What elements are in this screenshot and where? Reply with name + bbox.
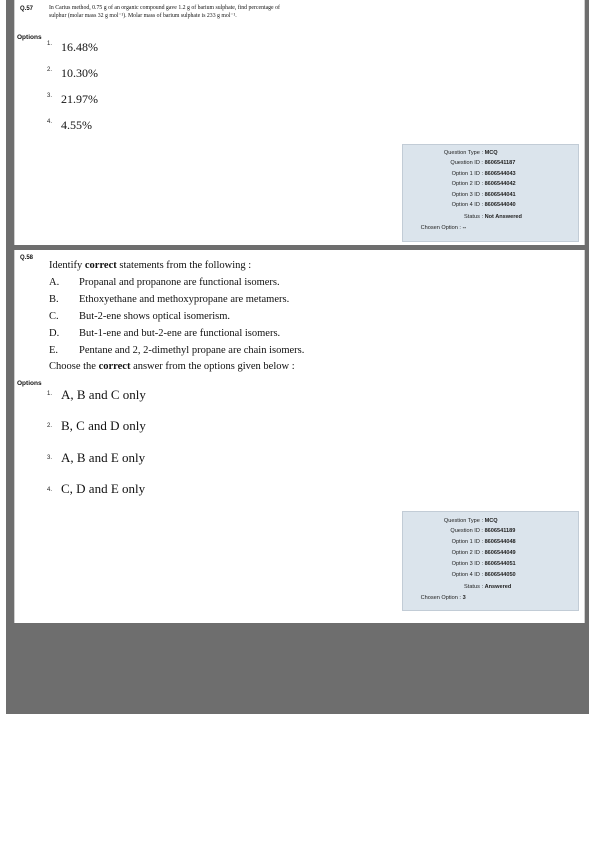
question-type-label: Question Type : (443, 518, 483, 524)
option2-id-value: 8606544042 (484, 181, 516, 187)
option-text: B, C and D only (61, 418, 146, 433)
option3-id-value: 8606544051 (484, 561, 516, 567)
status-label: Status : (464, 214, 483, 220)
option1-id-value: 8606544043 (484, 171, 516, 177)
question-info-box (402, 511, 579, 611)
statement-d (49, 328, 280, 339)
statement-letter: A. (49, 277, 60, 288)
choose-instruction (49, 361, 295, 372)
chosen-option-label: Chosen Option : (420, 595, 461, 601)
option-number: 4. (47, 487, 53, 493)
option-text: 21.97% (61, 92, 98, 106)
options-label: Options (17, 34, 42, 41)
question-type-label: Question Type : (443, 150, 483, 156)
option4-id-value: 8606544040 (484, 202, 516, 208)
question-id-label: Question ID : (450, 528, 483, 534)
question-id-value: 8606541189 (484, 528, 516, 534)
option3-id-value: 8606544041 (484, 192, 516, 198)
choose-text: Choose the (49, 361, 99, 372)
option-text: 4.55% (61, 118, 92, 132)
statement-c (49, 311, 230, 322)
statement-a (49, 277, 280, 288)
option-text: 10.30% (61, 66, 98, 80)
status-label: Status : (464, 584, 483, 590)
intro-text: Identify (49, 260, 85, 271)
statement-letter: B. (49, 294, 59, 305)
statement-text: But-2-ene shows optical isomerism. (79, 311, 231, 322)
statement-text: But-1-ene and but-2-ene are functional isomers. (79, 328, 281, 339)
option-number: 1. (47, 391, 53, 397)
question-panel-57 (14, 0, 585, 245)
option3-id-label: Option 3 ID : (451, 561, 483, 567)
question-type-value: MCQ (484, 150, 498, 156)
chosen-option-label: Chosen Option : (420, 225, 461, 231)
question-id-value: 8606541187 (484, 160, 516, 166)
options-label: Options (17, 380, 42, 387)
question-panel-58 (14, 250, 585, 623)
option3-id-label: Option 3 ID : (451, 192, 483, 198)
chosen-option-value: -- (462, 225, 467, 231)
option-number: 1. (47, 41, 53, 47)
option-text: C, D and E only (61, 481, 146, 496)
question-info-box (402, 144, 579, 242)
intro-text-end: statements from the following : (116, 260, 252, 271)
option2-id-label: Option 2 ID : (451, 550, 483, 556)
option-number: 3. (47, 455, 53, 461)
choose-text-end: answer from the options given below : (130, 361, 295, 372)
question-number: Q.57 (20, 6, 34, 12)
option4-id-label: Option 4 ID : (451, 572, 483, 578)
statement-letter: D. (49, 328, 60, 339)
statement-text: Propanal and propanone are functional isomers. (79, 277, 280, 288)
status-value: Not Answered (484, 214, 522, 220)
option-number: 2. (47, 67, 53, 73)
option4-id-value: 8606544050 (484, 572, 516, 578)
question-text-line-1: In Carius method, 0.75 g of an organic compound gave 1.2 g of barium sulphate, find percentage of (49, 5, 280, 11)
option1-id-label: Option 1 ID : (451, 171, 483, 177)
statement-letter: E. (49, 345, 59, 356)
statement-text: Pentane and 2, 2-dimethyl propane are chain isomers. (79, 345, 305, 356)
status-value: Answered (484, 584, 512, 590)
question-number: Q.58 (20, 255, 34, 261)
question-text-line-2: sulphur (molar mass 32 g mol⁻¹). Molar mass of barium sulphate is 233 g mol⁻¹. (49, 13, 237, 19)
option-number: 4. (47, 119, 53, 125)
question-id-label: Question ID : (450, 160, 483, 166)
option-text: 16.48% (61, 40, 98, 54)
option-number: 2. (47, 423, 53, 429)
intro-bold: correct (84, 260, 117, 271)
option2-id-value: 8606544049 (484, 550, 516, 556)
question-type-value: MCQ (484, 518, 498, 524)
option1-id-value: 8606544048 (484, 539, 516, 545)
question-intro (49, 260, 251, 271)
option-text: A, B and C only (61, 387, 146, 402)
chosen-option-value: 3 (462, 595, 466, 601)
choose-bold: correct (98, 361, 131, 372)
option2-id-label: Option 2 ID : (451, 181, 483, 187)
statement-b (49, 294, 289, 305)
option1-id-label: Option 1 ID : (451, 539, 483, 545)
statement-text: Ethoxyethane and methoxypropane are metamers. (79, 294, 290, 305)
statement-letter: C. (49, 311, 59, 322)
option4-id-label: Option 4 ID : (451, 202, 483, 208)
option-number: 3. (47, 93, 53, 99)
statement-e (49, 345, 304, 356)
option-text: A, B and E only (61, 450, 146, 465)
